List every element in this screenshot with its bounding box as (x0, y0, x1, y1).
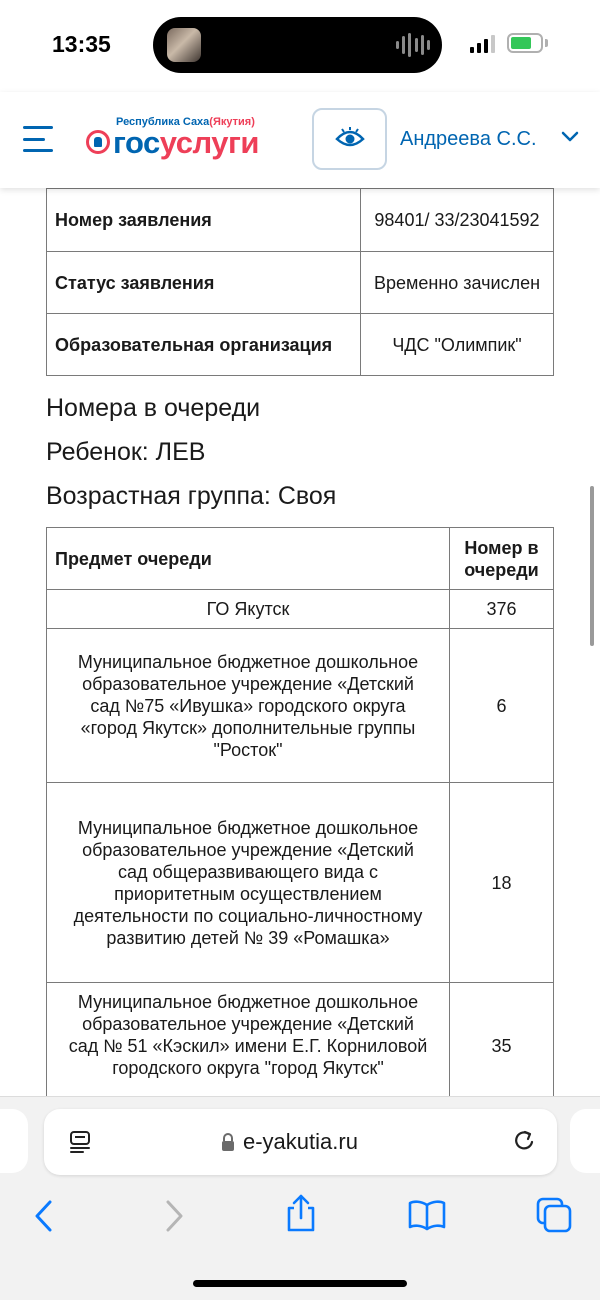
reload-icon[interactable] (510, 1127, 538, 1155)
previous-tab-preview[interactable] (0, 1109, 28, 1173)
age-group: Возрастная группа: Своя (46, 482, 337, 510)
application-status-value: Временно зачислен (361, 252, 554, 314)
audio-waveform-icon (396, 33, 430, 57)
gosuslugi-logo[interactable] (86, 116, 296, 166)
forward-icon[interactable] (162, 1198, 186, 1234)
table-row (47, 983, 554, 1099)
next-tab-preview[interactable] (570, 1109, 600, 1173)
tabs-icon[interactable] (535, 1196, 573, 1234)
chevron-down-icon[interactable] (561, 130, 579, 144)
battery-level (511, 37, 531, 49)
table-row (47, 590, 554, 629)
application-info-table (46, 188, 554, 376)
address-bar[interactable] (44, 1109, 557, 1175)
logo-brand (113, 125, 259, 161)
queue-table (46, 527, 554, 1098)
queue-subject: Муниципальное бюджетное дошкольное образовательное учреждение «Детский сад № 51 «Кэскил» имени Е.Г. Корниловой городского округа "город Якутск" (47, 983, 450, 1099)
user-menu-name[interactable]: Андреева С.С. (400, 128, 537, 150)
clock: 13:35 (52, 31, 111, 57)
back-icon[interactable] (32, 1198, 56, 1234)
status-bar (0, 0, 600, 92)
queue-heading: Номера в очереди (46, 394, 261, 422)
application-details (46, 188, 554, 1098)
url-text[interactable]: e-yakutia.ru (243, 1129, 358, 1154)
menu-icon[interactable] (23, 126, 53, 152)
logo-emblem-icon (86, 130, 110, 154)
child-name: Ребенок: ЛЕВ (46, 438, 206, 466)
table-row (47, 314, 554, 376)
queue-number: 18 (450, 783, 554, 983)
logo-brand-gos: гос (113, 125, 160, 160)
queue-number: 35 (450, 983, 554, 1099)
eye-icon (335, 127, 365, 149)
logo-region-accent: (Якутия) (209, 116, 255, 128)
queue-subject: Муниципальное бюджетное дошкольное образовательное учреждение «Детский сад общеразвивающего вида с приоритетным осуществлением деятельности по социально-личностному развитию детей № 39 «Ромашка» (47, 783, 450, 983)
accessibility-button[interactable] (312, 108, 387, 170)
island-avatar-icon (167, 28, 201, 62)
battery-cap (545, 39, 548, 47)
organization-label: Образовательная организация (47, 314, 361, 376)
scrollbar[interactable] (590, 486, 594, 646)
application-status-label: Статус заявления (47, 252, 361, 314)
column-header-subject: Предмет очереди (47, 528, 450, 590)
queue-number: 6 (450, 629, 554, 783)
signal-icon (470, 35, 496, 53)
queue-subject: ГО Якутск (47, 590, 450, 629)
table-row (47, 252, 554, 314)
table-row (47, 189, 554, 252)
lock-icon (220, 1132, 236, 1152)
queue-subject: Муниципальное бюджетное дошкольное образовательное учреждение «Детский сад №75 «Ивушка» городского округа «город Якутск» дополнительные группы "Росток" (47, 629, 450, 783)
bookmarks-icon[interactable] (407, 1199, 447, 1231)
organization-value: ЧДС "Олимпик" (361, 314, 554, 376)
column-header-number: Номер в очереди (450, 528, 554, 590)
battery-charging-icon (507, 33, 543, 53)
queue-number: 376 (450, 590, 554, 629)
application-number-label: Номер заявления (47, 189, 361, 252)
dynamic-island[interactable] (153, 17, 442, 73)
site-header (0, 92, 600, 188)
logo-brand-uslugi: услуги (159, 125, 259, 160)
application-number-value: 98401/ 33/23041592 (361, 189, 554, 252)
home-indicator[interactable] (193, 1280, 407, 1287)
logo-region-prefix: Республика Саха (116, 116, 210, 128)
table-row (47, 783, 554, 983)
browser-toolbar (0, 1096, 600, 1300)
table-row (47, 629, 554, 783)
share-icon[interactable] (284, 1193, 318, 1233)
reader-mode-icon[interactable] (68, 1129, 94, 1155)
table-header-row (47, 528, 554, 590)
